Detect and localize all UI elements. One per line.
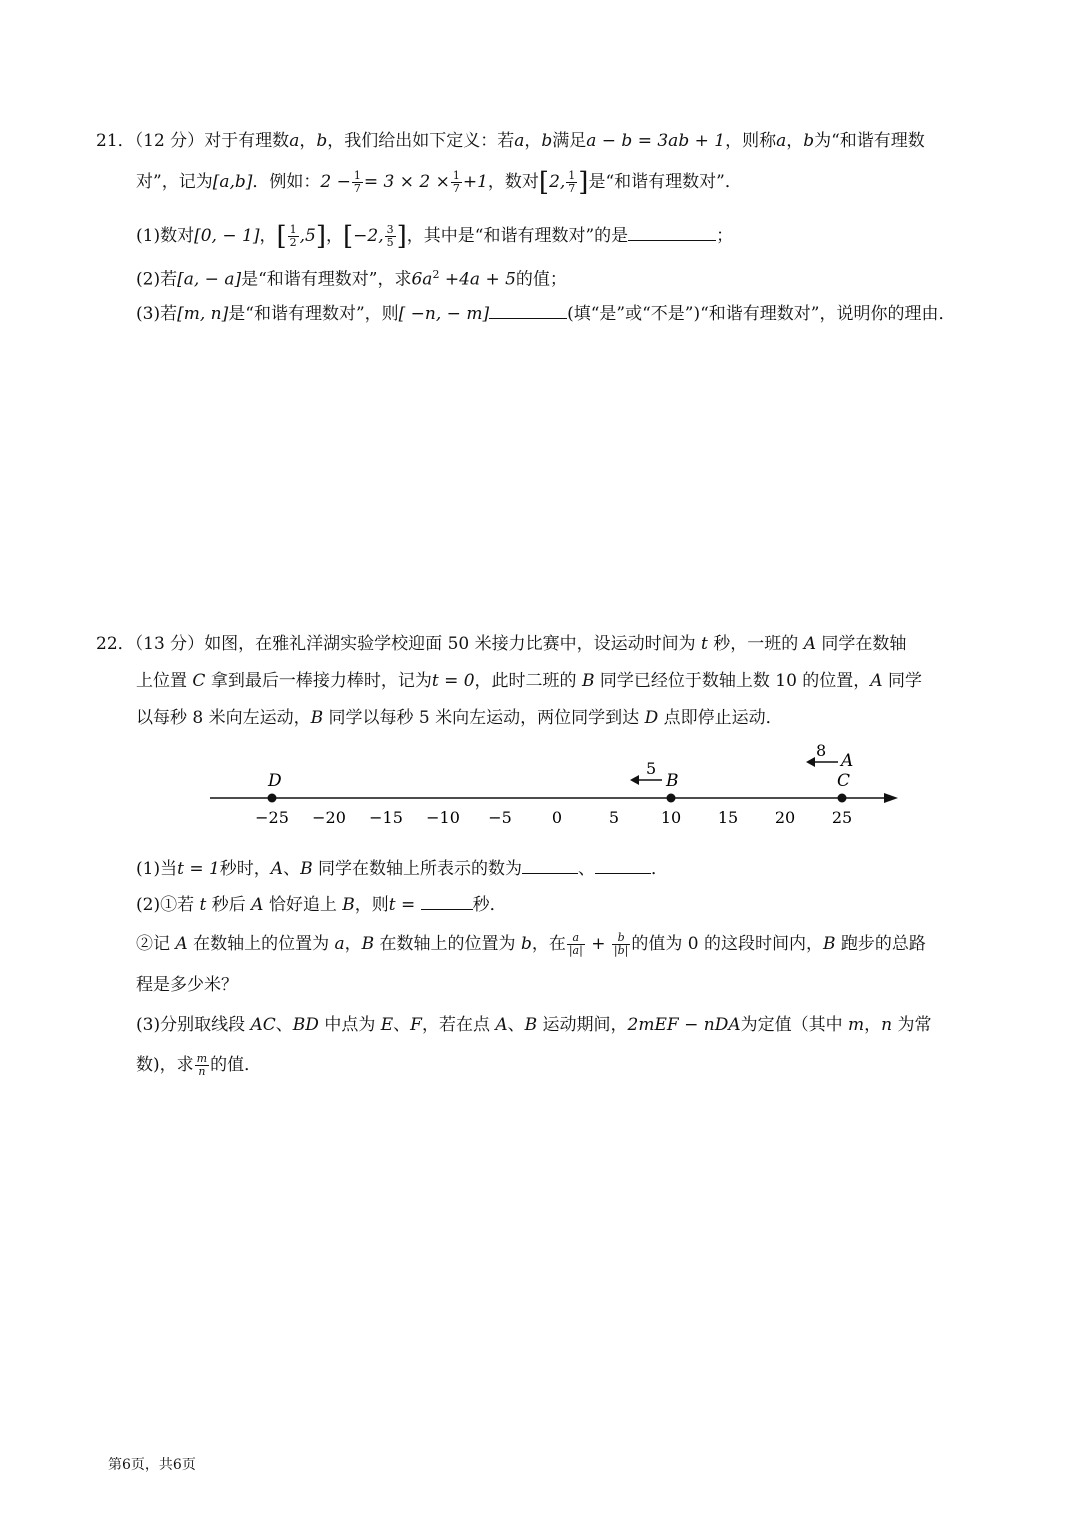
q22-text: 、 [507, 1015, 525, 1035]
axis-arrowhead [884, 793, 898, 803]
q21-text: ， [299, 131, 317, 151]
q22-text: ，若在点 [421, 1015, 490, 1035]
q22-text: 数)，求 [136, 1055, 194, 1075]
q22-part3-line2 [136, 1053, 261, 1078]
pair-part: ,5 [299, 226, 316, 246]
expression: 2mEF − nDA [627, 1015, 741, 1035]
tick-label: 10 [660, 808, 682, 827]
var-A: A [251, 895, 264, 915]
pair: [m, n] [177, 304, 229, 324]
denominator: |b| [613, 944, 629, 957]
var-A: A [495, 1015, 508, 1035]
tick-label: 20 [774, 808, 796, 827]
var-A: A [870, 671, 883, 691]
var-E: E [380, 1015, 394, 1035]
var-b: b [316, 131, 328, 151]
numerator: b [612, 932, 630, 945]
q21-text: 对于有理数 [204, 131, 290, 151]
var-t: t [199, 895, 207, 915]
var-B: B [300, 859, 313, 879]
example-right: +1 [462, 172, 488, 192]
arrow-B-head [630, 775, 639, 785]
q22-part2b [136, 932, 926, 957]
var-B: B [310, 708, 324, 728]
fraction-one-seventh [352, 170, 363, 195]
number-line-figure [200, 740, 920, 840]
bracket-open: [ [343, 221, 354, 252]
speed-B: 5 [646, 759, 657, 778]
plus-sign: + [591, 934, 606, 954]
var-D: D [644, 708, 659, 728]
pair: [0, − 1] [194, 226, 260, 246]
q22-part1 [136, 855, 668, 881]
fraction-one-seventh [566, 170, 577, 195]
example-mid: = 3 × 2 × [363, 172, 450, 192]
var-m: m [848, 1015, 865, 1035]
q22-text: 中点为 [324, 1015, 376, 1035]
q22-text: ． [650, 859, 668, 879]
fraction-a-over-abs-a [567, 932, 585, 957]
q21-text: ，我们给出如下定义：若 [327, 131, 515, 151]
arrow-A-head [806, 757, 815, 767]
q22-number: 22． [96, 634, 135, 654]
q21-text: ，数对 [487, 172, 539, 192]
numerator: a [567, 932, 585, 945]
q21-text: 对”，记为 [136, 172, 213, 192]
q22-text: 在数轴上的位置为 [193, 934, 330, 954]
q22-text: 运动期间， [542, 1015, 628, 1035]
expression: 6a [411, 269, 433, 290]
pair: [ −n, − m] [398, 304, 490, 324]
part-label: (3)分别取线段 [136, 1015, 246, 1035]
q22-part2b-line2 [136, 973, 238, 997]
q22-text: 程是多少米？ [136, 975, 238, 995]
q21-text: ．例如： [252, 172, 321, 192]
part-label: (1)数对 [136, 226, 195, 246]
numerator: 1 [289, 223, 297, 236]
q21-score: （12 分） [134, 131, 205, 151]
pair-two: 2, [549, 172, 566, 192]
numerator: 1 [452, 169, 460, 182]
exponent: 2 [432, 268, 440, 281]
var-B: B [524, 1015, 538, 1035]
q21-text: 的值； [515, 269, 567, 290]
pair-ab: [a,b] [212, 172, 253, 192]
tick-label: −10 [426, 808, 460, 827]
bracket-close: ] [578, 167, 589, 198]
denominator: 7 [353, 182, 361, 195]
tick-label: −5 [488, 808, 512, 827]
pair-part: −2, [353, 226, 384, 246]
fraction-m-over-n [195, 1053, 209, 1078]
q22-text: 上位置 [136, 671, 187, 691]
answer-blank[interactable] [522, 855, 578, 874]
q22-text: 的值为 0 的这段时间内， [631, 934, 823, 954]
tick-label: 15 [717, 808, 739, 827]
q22-text: 跑步的总路 [840, 934, 926, 954]
var-B: B [581, 671, 595, 691]
t-equals-one: t = 1 [177, 859, 220, 879]
q22-text: 为定值（其中 [740, 1015, 843, 1035]
point-B-dot [667, 794, 676, 803]
var-A: A [803, 634, 816, 654]
q21-text: ，则称 [725, 131, 777, 151]
q22-text: 秒时， [219, 859, 271, 879]
q21-text: ， [786, 131, 804, 151]
tick-label: 0 [551, 808, 563, 827]
bracket-open: [ [538, 167, 550, 198]
label-C: C [837, 771, 851, 791]
speed-A: 8 [816, 741, 827, 760]
q22-text: 、 [283, 859, 301, 879]
var-a: a [289, 131, 300, 151]
q21-text: 满足 [552, 131, 587, 151]
tick-label: −20 [312, 808, 346, 827]
var-A: A [175, 934, 188, 954]
q21-text: 是“和谐有理数对”，则 [228, 304, 399, 324]
var-a: a [334, 934, 345, 954]
denominator: 2 [289, 236, 297, 249]
q22-text: 以每秒 8 米向左运动， [136, 708, 311, 728]
q21-text: ； [716, 226, 734, 246]
q22-text: 秒，一班的 [713, 634, 799, 654]
tick-label: 25 [831, 808, 853, 827]
q22-text: 恰好追上 [268, 895, 337, 915]
fraction-b-over-abs-b [612, 932, 630, 957]
part-label: (2)①若 [136, 895, 195, 915]
q22-text: 同学在数轴上所表示的数为 [317, 859, 522, 879]
q21-text: ， [524, 131, 542, 151]
var-t: t [701, 634, 708, 654]
label-A: A [841, 751, 854, 771]
denominator: |a| [568, 944, 583, 957]
bracket-close: ] [315, 221, 326, 252]
part-label: (2)若 [136, 269, 178, 290]
part-label: (3)若 [136, 304, 178, 324]
numerator: 3 [386, 223, 394, 236]
denominator: 7 [452, 182, 460, 195]
q22-text: ， [344, 934, 362, 954]
bracket-open: [ [276, 221, 287, 252]
page-footer: 第6页，共6页 [108, 1457, 196, 1473]
var-B: B [822, 934, 836, 954]
numerator: 1 [568, 169, 576, 182]
q22-text: 、 [577, 859, 595, 879]
q22-line3 [136, 706, 783, 730]
q22-text: 同学以每秒 5 米向左运动，两位同学到达 [328, 708, 640, 728]
var-b: b [541, 131, 553, 151]
denominator: n [198, 1065, 206, 1078]
q22-line2 [136, 669, 922, 693]
numerator: m [196, 1052, 208, 1065]
q22-text: 、 [393, 1015, 411, 1035]
q21-part1 [136, 221, 734, 252]
tick-label: −15 [369, 808, 403, 827]
part-label: ②记 [136, 934, 170, 954]
q22-text: 秒后 [211, 895, 246, 915]
q21-number: 21． [96, 131, 135, 151]
answer-blank[interactable] [489, 300, 567, 319]
q22-part3 [136, 1013, 932, 1037]
fraction-one-seventh [451, 170, 462, 195]
q22-text: 为常 [897, 1015, 932, 1035]
numerator: 1 [353, 169, 361, 182]
label-D: D [268, 771, 282, 791]
q21-part2 [136, 263, 567, 292]
q22-text: 同学在数轴 [821, 634, 907, 654]
var-b: b [520, 934, 532, 954]
q22-text: 点即停止运动． [663, 708, 783, 728]
point-D-dot [268, 794, 277, 803]
separator: ， [259, 226, 277, 246]
bracket-close: ] [396, 221, 407, 252]
segment-AC: AC [250, 1015, 276, 1035]
tick-labels [255, 808, 852, 827]
denominator: 5 [386, 236, 394, 249]
var-A: A [270, 859, 284, 879]
q22-text: ，则 [354, 895, 389, 915]
segment-BD: BD [292, 1015, 319, 1035]
fraction-three-fifths [385, 224, 396, 249]
q22-text: 秒． [472, 895, 507, 915]
q22-text: 、 [275, 1015, 293, 1035]
q22-text: 如图，在雅礼洋湖实验学校迎面 50 米接力比赛中，设运动时间为 [204, 634, 696, 654]
q21-line2 [136, 167, 742, 198]
answer-blank[interactable] [421, 891, 473, 910]
example-left: 2 − [320, 172, 351, 192]
q22-text: 在数轴上的位置为 [379, 934, 516, 954]
t-equals-zero: t = 0 [431, 671, 475, 691]
q21-text: 是“和谐有理数对”，求 [241, 269, 412, 290]
q22-line1 [96, 632, 906, 656]
q22-text: 同学已经位于数轴上数 10 的位置， [599, 671, 871, 691]
q21-text: (填“是”或“不是”)“和谐有理数对”，说明你的理由． [567, 304, 956, 324]
var-B: B [361, 934, 375, 954]
q22-text: ，此时二班的 [474, 671, 577, 691]
answer-blank[interactable] [628, 222, 716, 241]
q22-text: 的值． [210, 1055, 262, 1075]
q22-part2 [136, 891, 507, 917]
label-B: B [666, 771, 679, 791]
var-B: B [342, 895, 355, 915]
var-n: n [881, 1015, 893, 1035]
q21-equation: a − b = 3ab + 1 [586, 131, 726, 151]
separator: ， [326, 226, 343, 246]
q22-score: （13 分） [134, 634, 205, 654]
var-F: F [410, 1015, 422, 1035]
q21-text: 为“和谐有理数 [814, 131, 925, 151]
var-a: a [514, 131, 525, 151]
point-C-dot [838, 794, 847, 803]
tick-label: 5 [608, 808, 620, 827]
q21-line1 [96, 129, 925, 153]
q22-text: 同学 [887, 671, 922, 691]
expression: +4a + 5 [439, 269, 516, 290]
fraction-half [288, 224, 299, 249]
var-C: C [192, 671, 206, 691]
tick-label: −25 [255, 808, 289, 827]
q22-text: ， [864, 1015, 882, 1035]
q22-text: 拿到最后一棒接力棒时，记为 [210, 671, 432, 691]
var-a: a [776, 131, 787, 151]
part-label: (1)当 [136, 859, 178, 879]
denominator: 7 [568, 182, 576, 195]
q21-text: 是“和谐有理数对”． [588, 172, 742, 192]
var-b: b [803, 131, 815, 151]
pair: [a, − a] [177, 269, 242, 290]
answer-blank[interactable] [595, 855, 651, 874]
q22-text: ，在 [531, 934, 566, 954]
q21-text: ，其中是“和谐有理数对”的是 [406, 226, 629, 246]
t-equals: t = [388, 895, 416, 915]
q21-part3 [136, 300, 956, 326]
